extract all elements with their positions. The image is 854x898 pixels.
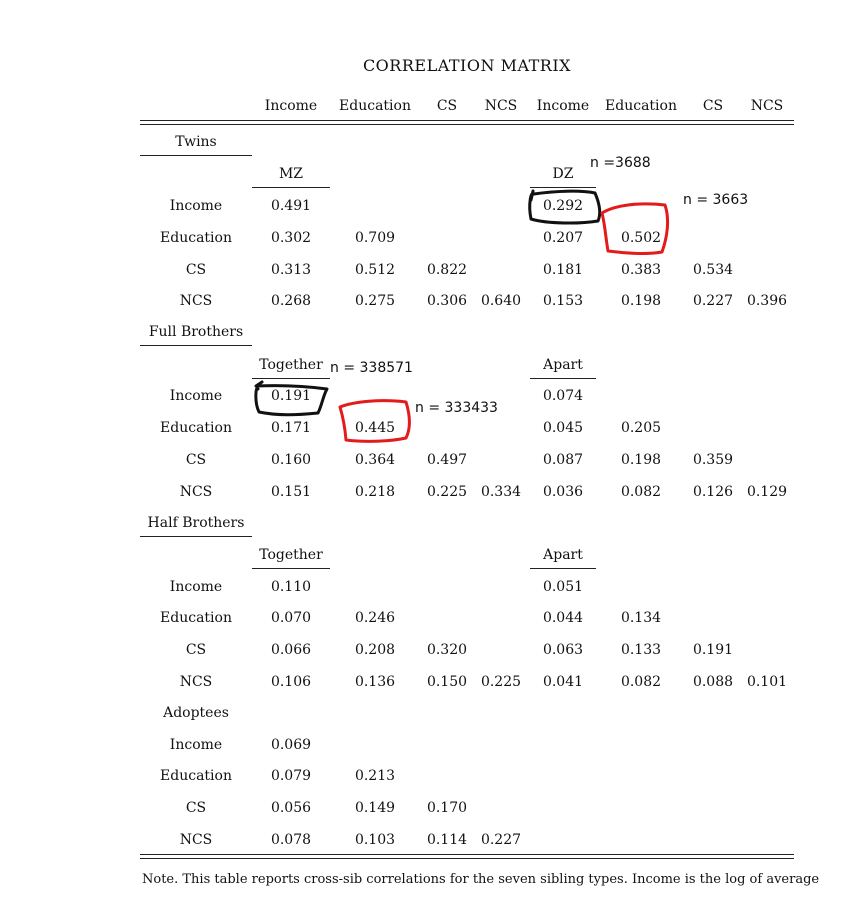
- column-header-cs: CS: [702, 98, 724, 114]
- annotation-n-fb-education: n = 333433: [415, 400, 498, 416]
- table-cell: 0.512: [354, 262, 396, 278]
- table-cell: 0.051: [542, 579, 584, 595]
- table-cell: 0.320: [426, 642, 468, 658]
- table-cell: 0.126: [692, 484, 734, 500]
- annotation-n-fb-income: n = 338571: [330, 360, 413, 376]
- table-cell: 0.302: [270, 230, 312, 246]
- table-cell: 0.225: [480, 674, 522, 690]
- table-cell: 0.383: [620, 262, 662, 278]
- table-cell: 0.491: [270, 198, 312, 214]
- table-cell: 0.078: [270, 832, 312, 848]
- table-cell: 0.171: [270, 420, 312, 436]
- row-label-income: Income: [169, 737, 223, 753]
- table-cell: 0.181: [542, 262, 584, 278]
- table-cell: 0.313: [270, 262, 312, 278]
- table-cell: 0.110: [270, 579, 312, 595]
- table-cell: 0.225: [426, 484, 468, 500]
- table-cell: 0.246: [354, 610, 396, 626]
- row-label-cs: CS: [185, 262, 207, 278]
- table-cell: 0.497: [426, 452, 468, 468]
- column-header-education: Education: [339, 98, 411, 114]
- table-cell: 0.227: [692, 293, 734, 309]
- table-cell: 0.079: [270, 768, 312, 784]
- highlight-box-dz-education: [602, 204, 668, 254]
- table-cell: 0.191: [692, 642, 734, 658]
- highlight-box-fb-education: [340, 401, 409, 442]
- table-cell: 0.063: [542, 642, 584, 658]
- table-cell: 0.134: [620, 610, 662, 626]
- table-cell: 0.306: [426, 293, 468, 309]
- group-header-left: MZ: [278, 166, 304, 182]
- row-label-education: Education: [160, 420, 232, 436]
- table-cell: 0.101: [746, 674, 788, 690]
- table-cell: 0.205: [620, 420, 662, 436]
- table-cell: 0.198: [620, 293, 662, 309]
- row-label-ncs: NCS: [179, 832, 213, 848]
- highlight-box-fb-income: [256, 382, 327, 415]
- table-cell: 0.396: [746, 293, 788, 309]
- table-cell: 0.208: [354, 642, 396, 658]
- table-cell: 0.036: [542, 484, 584, 500]
- table-cell: 0.268: [270, 293, 312, 309]
- column-header-education: Education: [605, 98, 677, 114]
- column-header-ncs: NCS: [750, 98, 784, 114]
- row-label-cs: CS: [185, 800, 207, 816]
- table-cell: 0.082: [620, 484, 662, 500]
- group-header-left: Together: [259, 357, 323, 373]
- table-cell: 0.088: [692, 674, 734, 690]
- table-cell: 0.160: [270, 452, 312, 468]
- table-cell: 0.106: [270, 674, 312, 690]
- table-cell: 0.133: [620, 642, 662, 658]
- table-cell: 0.207: [542, 230, 584, 246]
- table-cell: 0.198: [620, 452, 662, 468]
- row-label-ncs: NCS: [179, 293, 213, 309]
- table-cell: 0.103: [354, 832, 396, 848]
- table-cell: 0.066: [270, 642, 312, 658]
- table-cell: 0.191: [270, 388, 312, 404]
- table-cell: 0.041: [542, 674, 584, 690]
- section-label: Full Brothers: [148, 324, 244, 340]
- annotation-n-dz-income: n =3688: [590, 155, 651, 171]
- table-cell: 0.364: [354, 452, 396, 468]
- table-cell: 0.292: [542, 198, 584, 214]
- column-header-income: Income: [264, 98, 318, 114]
- row-label-income: Income: [169, 198, 223, 214]
- table-cell: 0.114: [426, 832, 468, 848]
- table-cell: 0.709: [354, 230, 396, 246]
- table-cell: 0.213: [354, 768, 396, 784]
- row-label-education: Education: [160, 610, 232, 626]
- column-header-ncs: NCS: [484, 98, 518, 114]
- table-cell: 0.502: [620, 230, 662, 246]
- table-cell: 0.227: [480, 832, 522, 848]
- column-header-cs: CS: [436, 98, 458, 114]
- table-cell: 0.070: [270, 610, 312, 626]
- table-cell: 0.082: [620, 674, 662, 690]
- table-cell: 0.045: [542, 420, 584, 436]
- table-cell: 0.056: [270, 800, 312, 816]
- table-cell: 0.640: [480, 293, 522, 309]
- row-label-cs: CS: [185, 452, 207, 468]
- group-header-right: Apart: [543, 357, 583, 373]
- table-cell: 0.136: [354, 674, 396, 690]
- table-cell: 0.087: [542, 452, 584, 468]
- row-label-education: Education: [160, 768, 232, 784]
- section-label: Half Brothers: [147, 515, 245, 531]
- section-label: Twins: [175, 134, 217, 150]
- row-label-ncs: NCS: [179, 674, 213, 690]
- table-cell: 0.359: [692, 452, 734, 468]
- row-label-income: Income: [169, 579, 223, 595]
- table-cell: 0.445: [354, 420, 396, 436]
- table-cell: 0.822: [426, 262, 468, 278]
- group-header-right: DZ: [552, 166, 574, 182]
- row-label-cs: CS: [185, 642, 207, 658]
- table-cell: 0.275: [354, 293, 396, 309]
- table-title: CORRELATION MATRIX: [362, 56, 572, 75]
- group-header-left: Together: [259, 547, 323, 563]
- table-cell: 0.151: [270, 484, 312, 500]
- row-label-education: Education: [160, 230, 232, 246]
- table-cell: 0.129: [746, 484, 788, 500]
- table-cell: 0.534: [692, 262, 734, 278]
- column-header-income: Income: [536, 98, 590, 114]
- row-label-income: Income: [169, 388, 223, 404]
- table-cell: 0.044: [542, 610, 584, 626]
- highlight-box-dz-income: [530, 191, 600, 223]
- table-cell: 0.170: [426, 800, 468, 816]
- table-cell: 0.218: [354, 484, 396, 500]
- annotation-n-dz-education: n = 3663: [683, 192, 749, 208]
- table-cell: 0.069: [270, 737, 312, 753]
- table-cell: 0.334: [480, 484, 522, 500]
- group-header-right: Apart: [543, 547, 583, 563]
- table-cell: 0.149: [354, 800, 396, 816]
- table-cell: 0.153: [542, 293, 584, 309]
- table-note: Note. This table reports cross-sib correlations for the seven sibling types. Income is the log of average: [142, 872, 820, 887]
- section-label: Adoptees: [163, 705, 229, 721]
- table-cell: 0.150: [426, 674, 468, 690]
- row-label-ncs: NCS: [179, 484, 213, 500]
- table-cell: 0.074: [542, 388, 584, 404]
